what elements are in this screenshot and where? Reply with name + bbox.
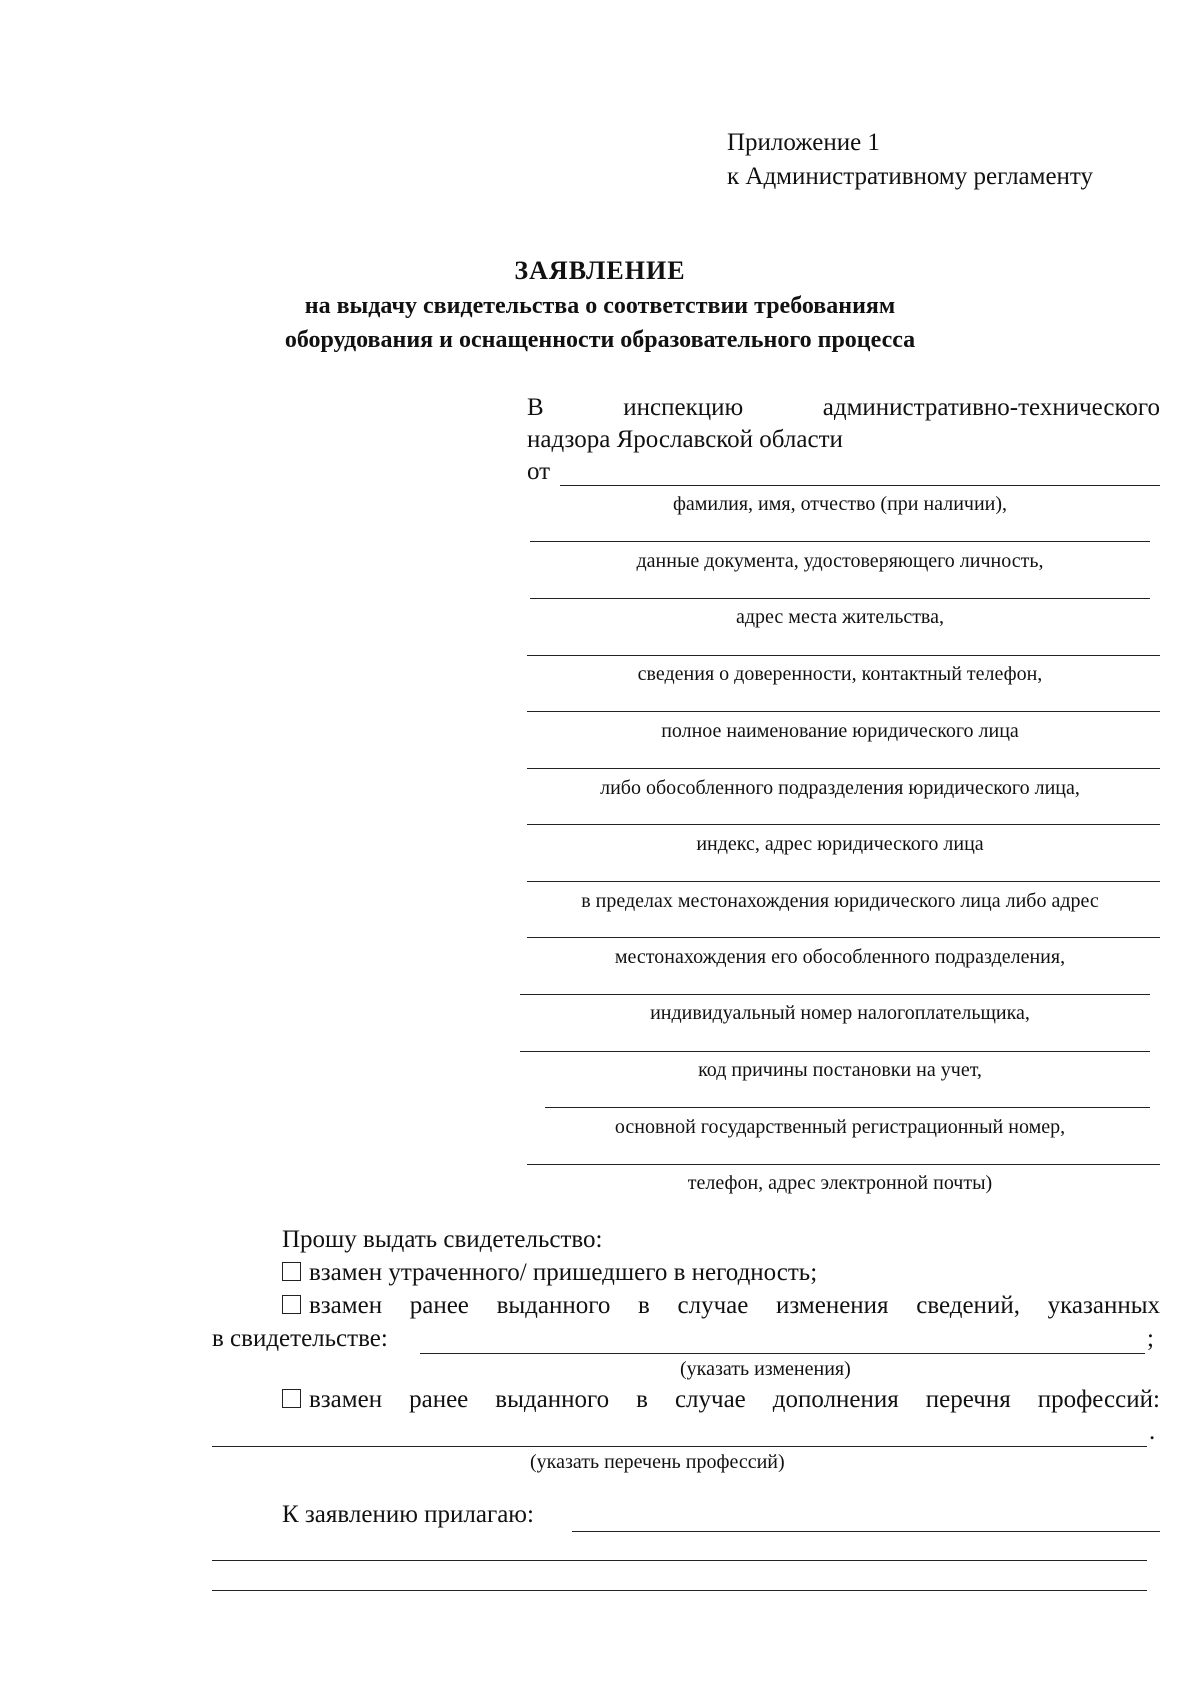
option-changes-word: ранее (409, 1292, 469, 1319)
changes-line[interactable] (420, 1353, 1145, 1354)
addressee-word: инспекцию (623, 394, 744, 421)
addressee-line2: надзора Ярославской области (527, 426, 843, 453)
caption-kpp: код причины постановки на учет, (698, 1059, 982, 1081)
addressee-word: административно-технического (822, 394, 1160, 421)
professions-hint: (указать перечень профессий) (530, 1451, 785, 1473)
caption-division-location: местонахождения его обособленного подразделения, (614, 946, 1066, 968)
option-professions-word: профессий: (1037, 1386, 1160, 1413)
separate-division-line[interactable] (527, 768, 1160, 769)
professions-checkbox[interactable] (282, 1389, 301, 1408)
changes-hint: (указать изменения) (680, 1358, 851, 1380)
inn-line[interactable] (520, 994, 1150, 995)
professions-line[interactable] (212, 1446, 1147, 1447)
caption-inn: индивидуальный номер налогоплательщика, (650, 1002, 1030, 1024)
option-professions-word: взамен (282, 1386, 382, 1414)
caption-legal-address: индекс, адрес юридического лица (696, 833, 984, 855)
changes-checkbox[interactable] (282, 1295, 301, 1314)
document-subtitle-line2: оборудования и оснащенности образовательного процесса (284, 327, 916, 353)
option-changes (282, 1292, 1160, 1320)
ogrn-line[interactable] (545, 1107, 1150, 1108)
option-professions-word: в (636, 1386, 648, 1413)
caption-identity-document: данные документа, удостоверяющего личность, (636, 550, 1044, 572)
kpp-line[interactable] (520, 1051, 1150, 1052)
option-changes-word: выданного (496, 1292, 611, 1319)
option-professions-word: дополнения (772, 1386, 899, 1413)
division-location-line[interactable] (527, 937, 1160, 938)
option-changes-continuation: в свидетельстве: (212, 1325, 388, 1352)
option-changes-word: случае (677, 1292, 749, 1319)
attachments-line-2[interactable] (212, 1560, 1147, 1561)
caption-contacts: телефон, адрес электронной почты) (687, 1172, 993, 1194)
option-professions-word: ранее (409, 1386, 469, 1413)
option-professions-word: перечня (925, 1386, 1011, 1413)
caption-residence-address: адрес места жительства, (736, 606, 944, 628)
addressee-line1 (527, 394, 1160, 422)
option-changes-word: сведений, (916, 1292, 1020, 1319)
option-changes-word: изменения (776, 1292, 889, 1319)
document-title: ЗАЯВЛЕНИЕ (514, 256, 686, 285)
appendix-reference: к Административному регламенту (727, 163, 1094, 190)
caption-ogrn: основной государственный регистрационный номер, (614, 1116, 1066, 1138)
attachments-label: К заявлению прилагаю: (282, 1501, 534, 1528)
option-changes-word: в (638, 1292, 650, 1319)
applicant-name-line[interactable] (560, 485, 1160, 486)
appendix-number: Приложение 1 (727, 129, 880, 156)
attachments-line-3[interactable] (212, 1590, 1147, 1591)
option-professions-word: случае (674, 1386, 746, 1413)
request-intro: Прошу выдать свидетельство: (282, 1226, 603, 1253)
identity-document-line[interactable] (530, 541, 1150, 542)
option-changes-word: взамен (282, 1292, 382, 1320)
option-professions (282, 1386, 1160, 1414)
changes-semicolon: ; (1147, 1325, 1154, 1352)
caption-legal-entity-name: полное наименование юридического лица (661, 720, 1019, 742)
location-address-line[interactable] (527, 881, 1160, 882)
caption-separate-division: либо обособленного подразделения юридического лица, (600, 777, 1080, 799)
power-of-attorney-line[interactable] (527, 655, 1160, 656)
caption-location: в пределах местонахождения юридического лица либо адрес (581, 890, 1099, 912)
addressee-word: В (527, 394, 544, 421)
attachments-line-1[interactable] (572, 1531, 1160, 1532)
caption-full-name: фамилия, имя, отчество (при наличии), (672, 493, 1008, 515)
lost-checkbox[interactable] (282, 1262, 301, 1281)
document-subtitle-line1: на выдачу свидетельства о соответствии требованиям (304, 293, 896, 319)
professions-period: . (1149, 1418, 1156, 1445)
contacts-line[interactable] (527, 1164, 1160, 1165)
from-label: от (527, 458, 551, 485)
residence-address-line[interactable] (530, 598, 1150, 599)
option-professions-word: выданного (495, 1386, 610, 1413)
option-changes-word: указанных (1047, 1292, 1160, 1319)
option-lost-label: взамен утраченного/ пришедшего в негодность; (309, 1259, 818, 1286)
caption-power-of-attorney: сведения о доверенности, контактный телефон, (637, 663, 1043, 685)
legal-address-line[interactable] (527, 824, 1160, 825)
option-lost (282, 1259, 817, 1287)
legal-entity-name-line[interactable] (527, 711, 1160, 712)
